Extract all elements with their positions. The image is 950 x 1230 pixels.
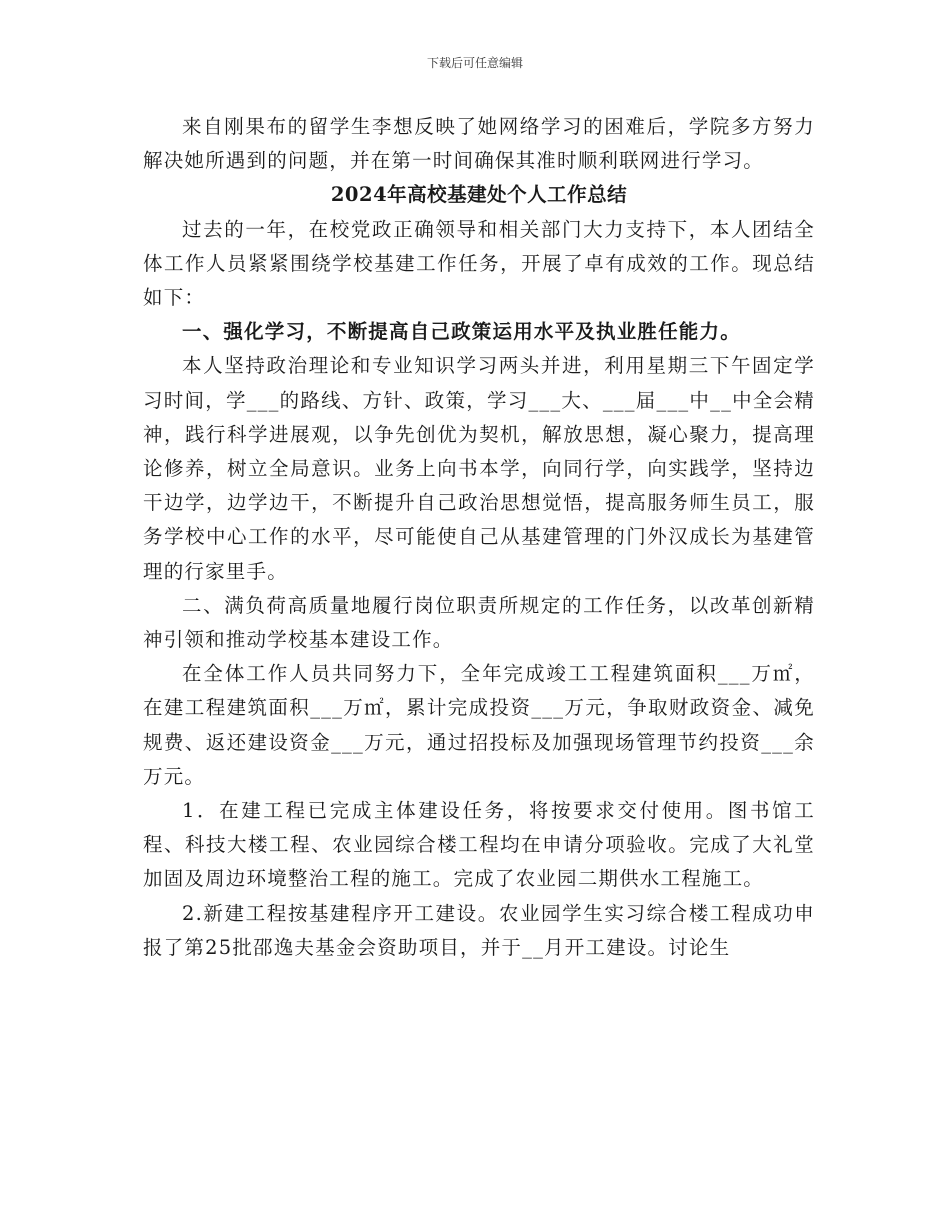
intro-paragraph: 来自刚果布的留学生李想反映了她网络学习的困难后，学院多方努力解决她所遇到的问题，并在第一时间确保其准时顺利联网进行学习。 bbox=[143, 115, 815, 173]
section-heading-2: 二、满负荷高质量地履行岗位职责所规定的工作任务，以改革创新精神引领和推动学校基本建设工作。 bbox=[143, 593, 815, 652]
paragraph-summary-intro: 过去的一年，在校党政正确领导和相关部门大力支持下，本人团结全体工作人员紧紧围绕学校基建工作任务，开展了卓有成效的工作。现总结如下： bbox=[143, 217, 815, 310]
document-body bbox=[143, 110, 815, 965]
paragraph-achievements: 在全体工作人员共同努力下，全年完成竣工工程建筑面积___万㎡，在建工程建筑面积___万㎡，累计完成投资___万元，争取财政资金、减免规费、返还建设资金___万元，通过招投标及加强现场管理节约投资___余万元。 bbox=[143, 662, 815, 788]
paragraph-study: 本人坚持政治理论和专业知识学习两头并进，利用星期三下午固定学习时间，学___的路线、方针、政策，学习___大、___届___中__中全会精神，践行科学进展观，以争先创优为契机，解放思想，凝心聚力，提高理论修养，树立全局意识。业务上向书本学，向同行学，向实践学，坚持边干边学，边学边干，不断提升自己政治思想觉悟，提高服务师生员工，服务学校中心工作的水平，尽可能使自己从基建管理的门外汉成长为基建管理的行家里手。 bbox=[143, 354, 815, 583]
section-heading-1: 一、强化学习，不断提高自己政策运用水平及执业胜任能力。 bbox=[182, 320, 741, 344]
paragraph-item-1: 1．在建工程已完成主体建设任务，将按要求交付使用。图书馆工程、科技大楼工程、农业园综合楼工程均在申请分项验收。完成了大礼堂加固及周边环境整治工程的施工。完成了农业园二期供水工程施工。 bbox=[143, 799, 815, 891]
paragraph-item-2: 2.新建工程按基建程序开工建设。农业园学生实习综合楼工程成功申报了第25批邵逸夫基金会资助项目，并于__月开工建设。讨论生 bbox=[143, 901, 815, 959]
document-title: 2024年高校基建处个人工作总结 bbox=[330, 183, 628, 207]
header-note: 下载后可任意编辑 bbox=[426, 56, 523, 70]
